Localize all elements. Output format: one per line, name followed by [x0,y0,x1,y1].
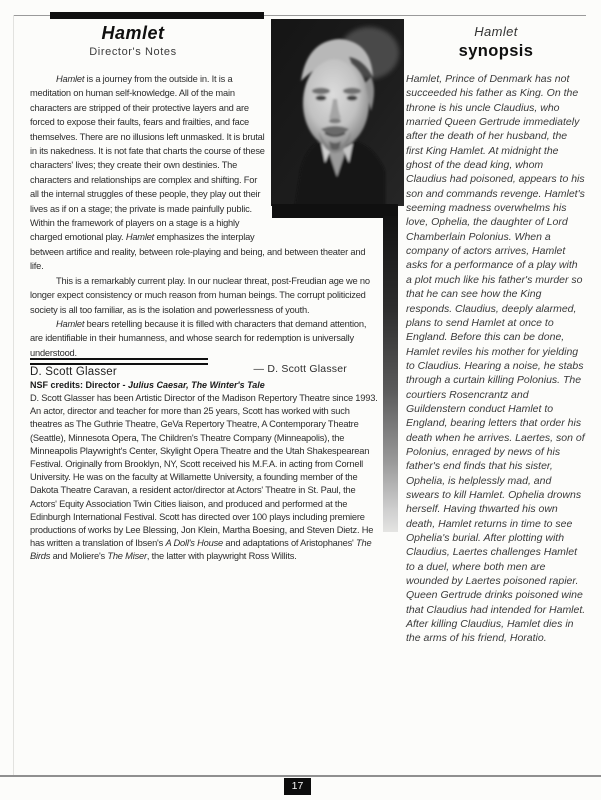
bio-name: D. Scott Glasser [30,366,117,378]
top-black-bar [50,12,264,19]
footer-rule [0,775,601,777]
page-edge-line [13,15,14,776]
notes-title: Hamlet [101,23,165,43]
page-number-box [284,778,311,795]
notes-subtitle: Director's Notes [89,46,177,58]
synopsis-subtitle: synopsis [458,42,534,60]
directors-notes-article [30,72,377,377]
photo-wrap-spacer [267,72,377,234]
notes-paragraph: This is a remarkably current play. In our nuclear threat, post-Freudian age we no longer expect consistency or much reason from human beings. The corrupt politicized society is all too familiar, as is the isolation and powerlessness of youth. [30,275,370,315]
column-divider-gradient-bar [383,216,398,532]
page-number: 17 [291,780,304,792]
notes-header [30,23,236,58]
bio-paragraph: D. Scott Glasser has been Artistic Director of the Madison Repertory Theatre since 1993. An actor, director and teacher for more than 25 years, Scott has worked with such theatres as The Guthrie Theatre, GeVa Repertory Theatre, A Contemporary Theatre (Seattle), Minnesota Opera, The Children's Theatre Company (Minneapolis), the Minneapolis Playwright's Center, Skylight Opera Theatre and the Utah Shakespearean Festival. Originally from Brooklyn, NY, Scott received his M.F.A. in acting from Cornell University. He was on the faculty at Willamette University, a founding member of the Dakota Theatre Caravan, a resident actor/director at Actors' Theatre in St. Paul, the Actors' Equity Association Twin Cities liaison, and produced and performed at the Edinburgh International Festival. Scott has directed over 100 plays including premiere productions of works by Lee Blessing, Jon Klein, Martha Boesing, and Steven Dietz. He has written a translation of Ibsen's A Doll's House and adaptations of Aristophanes' The Birds and Moliere's The Miser, the latter with playwright Ross Willits. [30,393,378,562]
synopsis-body: Hamlet, Prince of Denmark has not succeeded his father as King. On the throne is his uncle Claudius, who married Queen Gertrude immediately after the death of her husband, the first King Hamlet. At midnight the ghost of the dead king, whom Claudius had poisoned, appears to his son and commands revenge. Hamlet's seeming madness overwhelms his love, Ophelia, the daughter of Lord Chamberlain Polonius. When a company of actors arrives, Hamlet asks for a performance of a play with a plot much like his father's murder so that he can see how the King responds. Claudius, deeply alarmed, plans to send Hamlet at once to England. Before this can be done, Hamlet reviles his mother for yielding to Claudius. Hearing a noise, he stabs through a curtain killing Polonius. The courtiers Rosencrantz and Guildenstern conduct Hamlet to England, bearing letters that order his death when he arrives. Laertes, son of Polonius, enraged by news of his father's end finds that his sister, Ophelia, is helplessly mad, and swears to kill Hamlet. Ophelia drowns herself. Having thwarted his own death, Hamlet returns in time to see Ophelia's burial. After plotting with Claudius, Laertes challenges Hamlet to a duel, where both men are wounded by Laertes poisoned rapier. Queen Gertrude drinks poisoned wine that Claudius had intended for Hamlet. After killing Claudius, Hamlet dies in the arms of his friend, Horatio. [406,73,586,645]
bio-credits-line: NSF credits: Director - Julius Caesar, The Winter's Tale [30,380,265,390]
synopsis-column [406,24,586,646]
notes-attribution: — D. Scott Glasser [253,363,347,376]
notes-paragraph: Hamlet is a journey from the outside in. It is a meditation on human self-knowledge. All of the main characters are stripped of their protective layers and are forced to expose their faults, fears and frailties, and face themselves. There are no illusions left unmasked. It is brutal in its nakedness. It is not fate that charts the course of these characters' lives; they create their own destinies. The characters and relationships are complex and shifting. For all the internal struggles of these people, they play out their lives as if on a stage; the private is made painfully public. Within the framework of players on a stage is a highly charged emotional play. Hamlet emphasizes the interplay between artifice and reality, between role-playing and being, and between theater and life. [30,74,366,272]
synopsis-title: Hamlet [474,24,518,39]
bio-double-rule [30,358,208,365]
notes-paragraph: Hamlet bears retelling because it is filled with characters that demand attention, are identifiable in their humanness, and whose search for redemption is universally understood. [30,318,367,358]
